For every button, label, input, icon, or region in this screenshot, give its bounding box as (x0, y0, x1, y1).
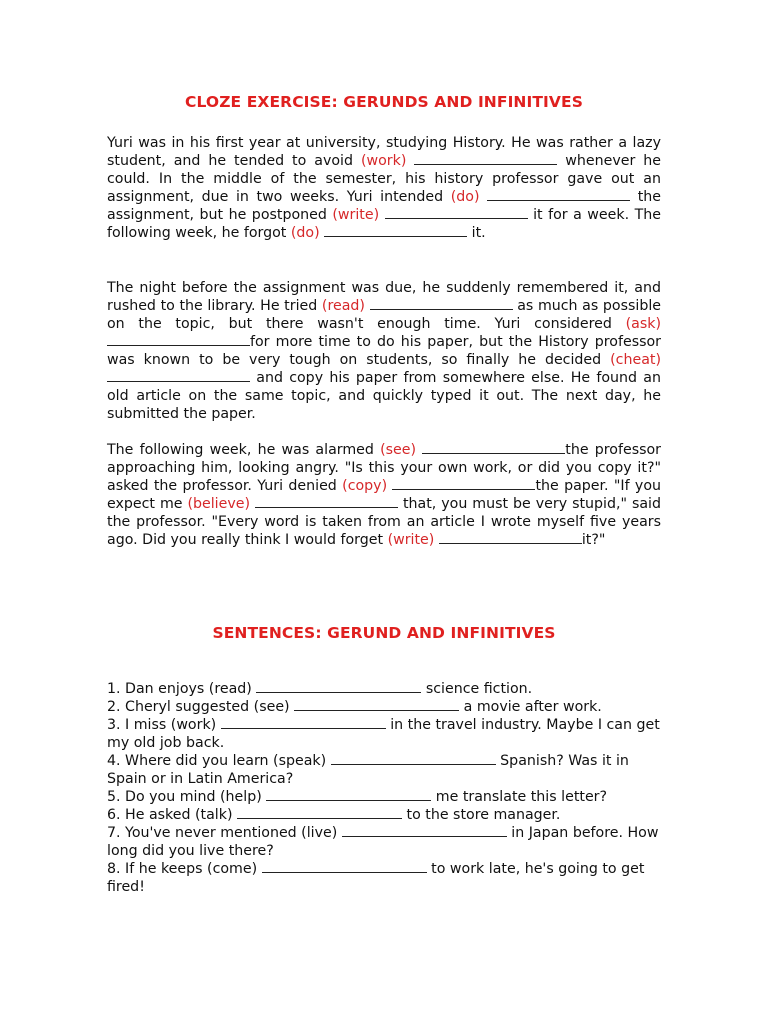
list-item (107, 860, 661, 896)
answer-blank[interactable] (385, 206, 528, 219)
list-item (107, 698, 661, 716)
list-item (107, 806, 661, 824)
paragraph-text: it for a week. The following week, he forgot (107, 207, 661, 241)
list-item (107, 824, 661, 860)
answer-blank[interactable] (221, 716, 386, 729)
paragraph-text: the paper. "If you expect me (107, 478, 661, 512)
paragraph-text: it?" (581, 532, 606, 548)
verb-prompt: (do) (290, 225, 320, 241)
verb-prompt: (ask) (625, 316, 661, 332)
verb-prompt: (work) (360, 153, 407, 169)
paragraph-text: for more time to do his paper, but the History professor was known to be very tough on students, so finally he decided (107, 334, 661, 368)
sentence-text: science fiction. (421, 681, 533, 697)
answer-blank[interactable] (414, 152, 557, 165)
paragraph-text: and copy his paper from somewhere else. He found an old article on the same topic, and quickly typed it out. The next day, he submitted the paper. (107, 370, 661, 422)
sentence-text: 5. Do you mind (help) (107, 789, 267, 805)
answer-blank[interactable] (422, 441, 565, 454)
list-item (107, 788, 661, 806)
verb-prompt: (do) (450, 189, 480, 205)
answer-blank[interactable] (262, 860, 427, 873)
answer-blank[interactable] (439, 531, 582, 544)
answer-blank[interactable] (294, 698, 459, 711)
verb-prompt: (copy) (342, 478, 388, 494)
sentence-text: 8. If he keeps (come) (107, 861, 262, 877)
sentence-text: 7. You've never mentioned (live) (107, 825, 342, 841)
sentence-text: Spanish? Was it in Spain or in Latin America? (107, 753, 629, 787)
list-item (107, 716, 661, 752)
sentence-text: 6. He asked (talk) (107, 807, 237, 823)
sentence-text: to work late, he's going to get fired! (107, 861, 645, 895)
list-item (107, 680, 661, 698)
cloze-paragraph-3 (107, 441, 661, 549)
answer-blank[interactable] (487, 188, 630, 201)
answer-blank[interactable] (392, 477, 535, 490)
sentence-list (107, 680, 661, 896)
sentence-text: me translate this letter? (431, 789, 608, 805)
answer-blank[interactable] (256, 680, 421, 693)
cloze-paragraph-1 (107, 134, 661, 242)
paragraph-text: it. (467, 225, 486, 241)
cloze-exercise-title: CLOZE EXERCISE: GERUNDS AND INFINITIVES (185, 93, 583, 111)
paragraph-text: as much as possible on the topic, but there wasn't enough time. Yuri considered (107, 298, 661, 332)
verb-prompt: (read) (321, 298, 365, 314)
paragraph-text: whenever he could. In the middle of the semester, his history professor gave out an assignment, due in two weeks. Yuri intended (107, 153, 661, 205)
list-item (107, 752, 661, 788)
paragraph-text: the assignment, but he postponed (107, 189, 661, 223)
answer-blank[interactable] (237, 806, 402, 819)
sentence-text: in Japan before. How long did you live there? (107, 825, 659, 859)
sentence-text: 1. Dan enjoys (read) (107, 681, 257, 697)
sentence-text: 3. I miss (work) (107, 717, 221, 733)
sentence-text: 4. Where did you learn (speak) (107, 753, 331, 769)
answer-blank[interactable] (107, 369, 250, 382)
answer-blank[interactable] (342, 824, 507, 837)
answer-blank[interactable] (370, 297, 513, 310)
answer-blank[interactable] (331, 752, 496, 765)
verb-prompt: (cheat) (610, 352, 661, 368)
verb-prompt: (believe) (187, 496, 251, 512)
paragraph-text: that, you must be very stupid," said the professor. "Every word is taken from an article I wrote myself five years ago. Did you really think I would forget (107, 496, 662, 548)
sentence-text: to the store manager. (402, 807, 561, 823)
sentence-text: 2. Cheryl suggested (see) (107, 699, 295, 715)
sentences-title: SENTENCES: GERUND AND INFINITIVES (212, 624, 556, 642)
verb-prompt: (see) (380, 442, 417, 458)
paragraph-text: the professor approaching him, looking angry. "Is this your own work, or did you copy it?" asked the professor. Yuri denied (107, 442, 661, 494)
answer-blank[interactable] (255, 495, 398, 508)
answer-blank[interactable] (324, 224, 467, 237)
answer-blank[interactable] (266, 788, 431, 801)
verb-prompt: (write) (387, 532, 435, 548)
sentence-text: in the travel industry. Maybe I can get my old job back. (107, 717, 660, 751)
verb-prompt: (write) (332, 207, 380, 223)
paragraph-text: The following week, he was alarmed (107, 442, 381, 458)
paragraph-text: The night before the assignment was due, he suddenly remembered it, and rushed to the library. He tried (107, 280, 661, 314)
cloze-paragraph-2 (107, 279, 661, 423)
sentence-text: a movie after work. (459, 699, 602, 715)
paragraph-text: Yuri was in his first year at university, studying History. He was rather a lazy student, and he tended to avoid (107, 135, 661, 169)
answer-blank[interactable] (107, 333, 250, 346)
